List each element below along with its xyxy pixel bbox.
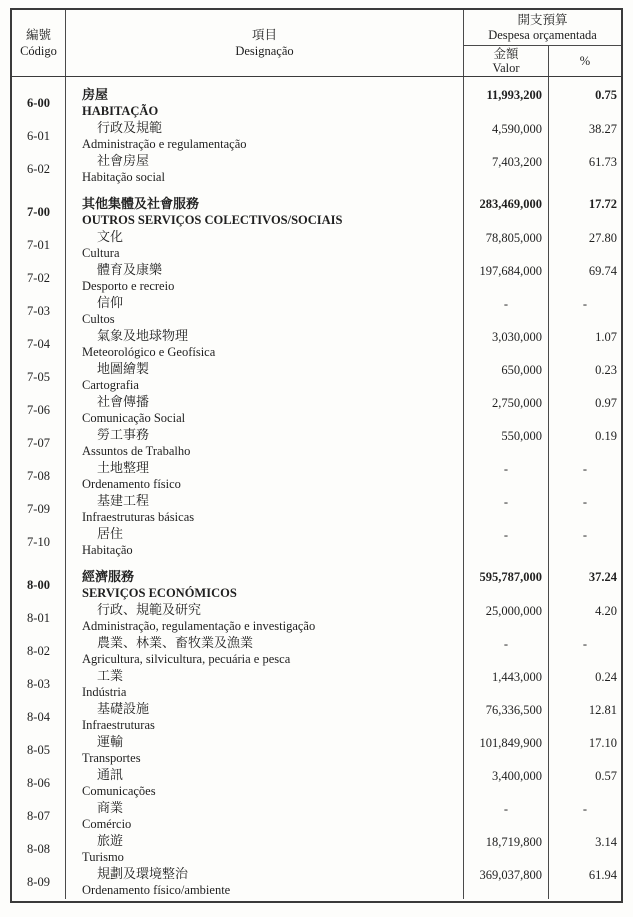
row-percent: 27.80: [588, 231, 617, 245]
table-row: [12, 493, 621, 526]
table-row: [12, 262, 621, 295]
row-designation-zh: 基建工程: [97, 493, 150, 508]
row-designation-pt: Cultura: [82, 246, 120, 260]
table-row: [12, 526, 621, 559]
row-designation-pt: HABITAÇÃO: [82, 104, 159, 118]
row-amount: 3,400,000: [464, 767, 549, 800]
row-designation-pt: Ordenamento físico/ambiente: [82, 883, 231, 897]
row-designation-zh: 基礎設施: [97, 701, 150, 716]
row-designation-zh: 勞工事務: [97, 427, 150, 442]
row-designation-pt: Cultos: [82, 312, 115, 326]
row-designation: [66, 427, 464, 460]
row-designation-pt: Administração e regulamentação: [82, 137, 247, 151]
row-designation-pt: Transportes: [82, 751, 141, 765]
row-designation-zh: 房屋: [82, 87, 109, 102]
row-amount: 18,719,800: [464, 833, 549, 866]
header-amount-column: [464, 46, 549, 76]
table-row: [12, 427, 621, 460]
row-designation: [66, 767, 464, 800]
row-amount: 369,037,800: [464, 866, 549, 899]
row-percent: 0.23: [595, 363, 617, 377]
row-designation-pt: Meteorológico e Geofísica: [82, 345, 216, 359]
row-amount: 4,590,000: [464, 120, 549, 153]
row-designation: [66, 361, 464, 394]
row-designation-zh: 信仰: [97, 295, 124, 310]
row-amount: 78,805,000: [464, 229, 549, 262]
row-code: 7-01: [12, 229, 66, 262]
row-code: 7-03: [12, 295, 66, 328]
table-row: [12, 866, 621, 899]
row-designation-pt: Ordenamento físico: [82, 477, 181, 491]
table-bottom-spacer: [12, 899, 621, 901]
row-designation-zh: 商業: [97, 800, 124, 815]
row-designation-pt: Comunicação Social: [82, 411, 186, 425]
row-designation: [66, 295, 464, 328]
row-designation: [66, 635, 464, 668]
row-designation: [66, 668, 464, 701]
row-percent: -: [582, 297, 588, 311]
row-designation: [66, 186, 464, 229]
row-percent: 0.97: [595, 396, 617, 410]
table-row: [12, 734, 621, 767]
table-row: [12, 800, 621, 833]
row-percent: 12.81: [588, 703, 617, 717]
row-amount: 25,000,000: [464, 602, 549, 635]
row-amount: 1,443,000: [464, 668, 549, 701]
row-percent: -: [582, 495, 588, 509]
row-designation-zh: 文化: [97, 229, 124, 244]
row-amount: -: [464, 493, 549, 526]
table-row: [12, 460, 621, 493]
row-designation: [66, 602, 464, 635]
row-percent: 69.74: [588, 264, 617, 278]
row-code: 8-03: [12, 668, 66, 701]
header-amount-zh: 金額: [493, 47, 519, 61]
table-row: [12, 295, 621, 328]
header-budget-zh: 開支預算: [517, 12, 568, 27]
table-row: [12, 77, 621, 120]
row-designation: [66, 153, 464, 186]
row-designation-pt: Comércio: [82, 817, 132, 831]
row-code: 7-04: [12, 328, 66, 361]
row-designation-pt: Comunicações: [82, 784, 156, 798]
row-percent: 17.72: [588, 197, 617, 211]
row-designation-zh: 運輸: [97, 734, 124, 749]
row-designation-zh: 社會房屋: [97, 153, 150, 168]
row-percent: 1.07: [595, 330, 617, 344]
table-row: [12, 833, 621, 866]
row-code: 8-00: [12, 559, 66, 602]
row-designation-zh: 居住: [97, 526, 124, 541]
row-code: 8-07: [12, 800, 66, 833]
header-amount-pt: Valor: [492, 61, 520, 75]
table-header: [12, 10, 621, 77]
row-designation-pt: Administração, regulamentação e investigação: [82, 619, 316, 633]
row-code: 8-09: [12, 866, 66, 899]
row-amount: 3,030,000: [464, 328, 549, 361]
row-percent: 4.20: [595, 604, 617, 618]
row-designation-zh: 社會傳播: [97, 394, 150, 409]
row-designation-zh: 行政及規範: [97, 120, 163, 135]
row-percent: 0.24: [595, 670, 617, 684]
header-code-pt: Código: [20, 44, 57, 58]
row-amount: 2,750,000: [464, 394, 549, 427]
row-designation: [66, 800, 464, 833]
row-designation: [66, 701, 464, 734]
row-amount: 197,684,000: [464, 262, 549, 295]
row-designation: [66, 229, 464, 262]
row-amount: 101,849,900: [464, 734, 549, 767]
row-designation: [66, 328, 464, 361]
row-percent: -: [582, 637, 588, 651]
row-designation-pt: Indústria: [82, 685, 127, 699]
row-amount: 7,403,200: [464, 153, 549, 186]
row-designation-zh: 地圖繪製: [97, 361, 150, 376]
row-code: 7-10: [12, 526, 66, 559]
row-percent: 17.10: [588, 736, 617, 750]
row-code: 7-08: [12, 460, 66, 493]
table-row: [12, 120, 621, 153]
row-code: 8-01: [12, 602, 66, 635]
table-row: [12, 229, 621, 262]
row-percent: 0.19: [595, 429, 617, 443]
row-designation: [66, 77, 464, 120]
header-designation-pt: Designação: [235, 44, 294, 58]
header-designation-column: [66, 10, 464, 76]
row-code: 8-04: [12, 701, 66, 734]
row-amount: -: [464, 635, 549, 668]
row-designation: [66, 833, 464, 866]
row-percent: 61.94: [588, 868, 617, 882]
row-designation: [66, 262, 464, 295]
row-percent: -: [582, 802, 588, 816]
row-code: 8-08: [12, 833, 66, 866]
row-amount: -: [464, 460, 549, 493]
row-designation-zh: 工業: [97, 668, 124, 683]
row-designation-zh: 行政、規範及研究: [97, 602, 202, 617]
row-percent: -: [582, 528, 588, 542]
row-designation-pt: Infraestruturas: [82, 718, 155, 732]
row-designation-zh: 土地整理: [97, 460, 150, 475]
row-amount: 283,469,000: [464, 186, 549, 229]
row-designation-zh: 氣象及地球物理: [97, 328, 189, 343]
row-designation-pt: Habitação: [82, 543, 133, 557]
row-designation-pt: Infraestruturas básicas: [82, 510, 195, 524]
row-designation-zh: 其他集體及社會服務: [82, 196, 200, 211]
row-designation-zh: 規劃及環境整治: [97, 866, 189, 881]
row-designation-pt: Assuntos de Trabalho: [82, 444, 191, 458]
row-designation: [66, 394, 464, 427]
row-code: 8-05: [12, 734, 66, 767]
row-code: 7-06: [12, 394, 66, 427]
row-code: 7-00: [12, 186, 66, 229]
header-percent-column: [549, 46, 621, 76]
row-designation-pt: OUTROS SERVIÇOS COLECTIVOS/SOCIAIS: [82, 213, 343, 227]
row-designation-pt: Cartografia: [82, 378, 139, 392]
row-amount: 11,993,200: [464, 77, 549, 120]
table-row: [12, 394, 621, 427]
row-code: 8-06: [12, 767, 66, 800]
table-row: [12, 767, 621, 800]
table-row: [12, 361, 621, 394]
row-designation: [66, 120, 464, 153]
row-code: 8-02: [12, 635, 66, 668]
header-code-column: [12, 10, 66, 76]
row-designation-pt: Habitação social: [82, 170, 165, 184]
row-amount: -: [464, 295, 549, 328]
table-row: [12, 153, 621, 186]
header-budget-pt: Despesa orçamentada: [488, 27, 597, 42]
row-designation-pt: Turismo: [82, 850, 124, 864]
row-percent: 37.24: [588, 570, 617, 584]
row-designation-pt: Desporto e recreio: [82, 279, 175, 293]
table-row: [12, 559, 621, 602]
row-percent: -: [582, 462, 588, 476]
row-designation-pt: Agricultura, silvicultura, pecuária e pesca: [82, 652, 291, 666]
row-percent: 0.75: [595, 88, 617, 102]
header-budget-group: [464, 10, 621, 76]
header-percent-label: %: [579, 53, 591, 68]
row-code: 7-09: [12, 493, 66, 526]
row-designation-zh: 體育及康樂: [97, 262, 163, 277]
row-designation: [66, 526, 464, 559]
row-code: 6-00: [12, 77, 66, 120]
header-code-zh: 編號: [25, 28, 51, 42]
row-designation-zh: 旅遊: [97, 833, 124, 848]
row-percent: 38.27: [588, 122, 617, 136]
table-row: [12, 668, 621, 701]
row-designation: [66, 559, 464, 602]
row-designation-zh: 通訊: [97, 767, 124, 782]
header-budget-title: [464, 10, 621, 46]
row-percent: 0.57: [595, 769, 617, 783]
row-amount: 550,000: [464, 427, 549, 460]
table-row: [12, 186, 621, 229]
row-designation-zh: 農業、林業、畜牧業及漁業: [97, 635, 254, 650]
row-amount: 76,336,500: [464, 701, 549, 734]
row-code: 7-05: [12, 361, 66, 394]
row-designation: [66, 460, 464, 493]
row-amount: 595,787,000: [464, 559, 549, 602]
header-designation-zh: 項目: [251, 28, 277, 42]
row-code: 7-07: [12, 427, 66, 460]
budget-table: [10, 8, 623, 903]
row-designation: [66, 493, 464, 526]
row-amount: -: [464, 526, 549, 559]
row-designation: [66, 734, 464, 767]
row-amount: 650,000: [464, 361, 549, 394]
table-row: [12, 635, 621, 668]
row-code: 7-02: [12, 262, 66, 295]
header-budget-subcolumns: [464, 46, 621, 76]
row-percent: 3.14: [595, 835, 617, 849]
table-row: [12, 328, 621, 361]
row-code: 6-02: [12, 153, 66, 186]
table-row: [12, 701, 621, 734]
row-amount: -: [464, 800, 549, 833]
table-body: [12, 77, 621, 899]
row-designation-pt: SERVIÇOS ECONÓMICOS: [82, 586, 237, 600]
row-designation: [66, 866, 464, 899]
table-row: [12, 602, 621, 635]
row-code: 6-01: [12, 120, 66, 153]
row-percent: 61.73: [588, 155, 617, 169]
row-designation-zh: 經濟服務: [82, 569, 135, 584]
